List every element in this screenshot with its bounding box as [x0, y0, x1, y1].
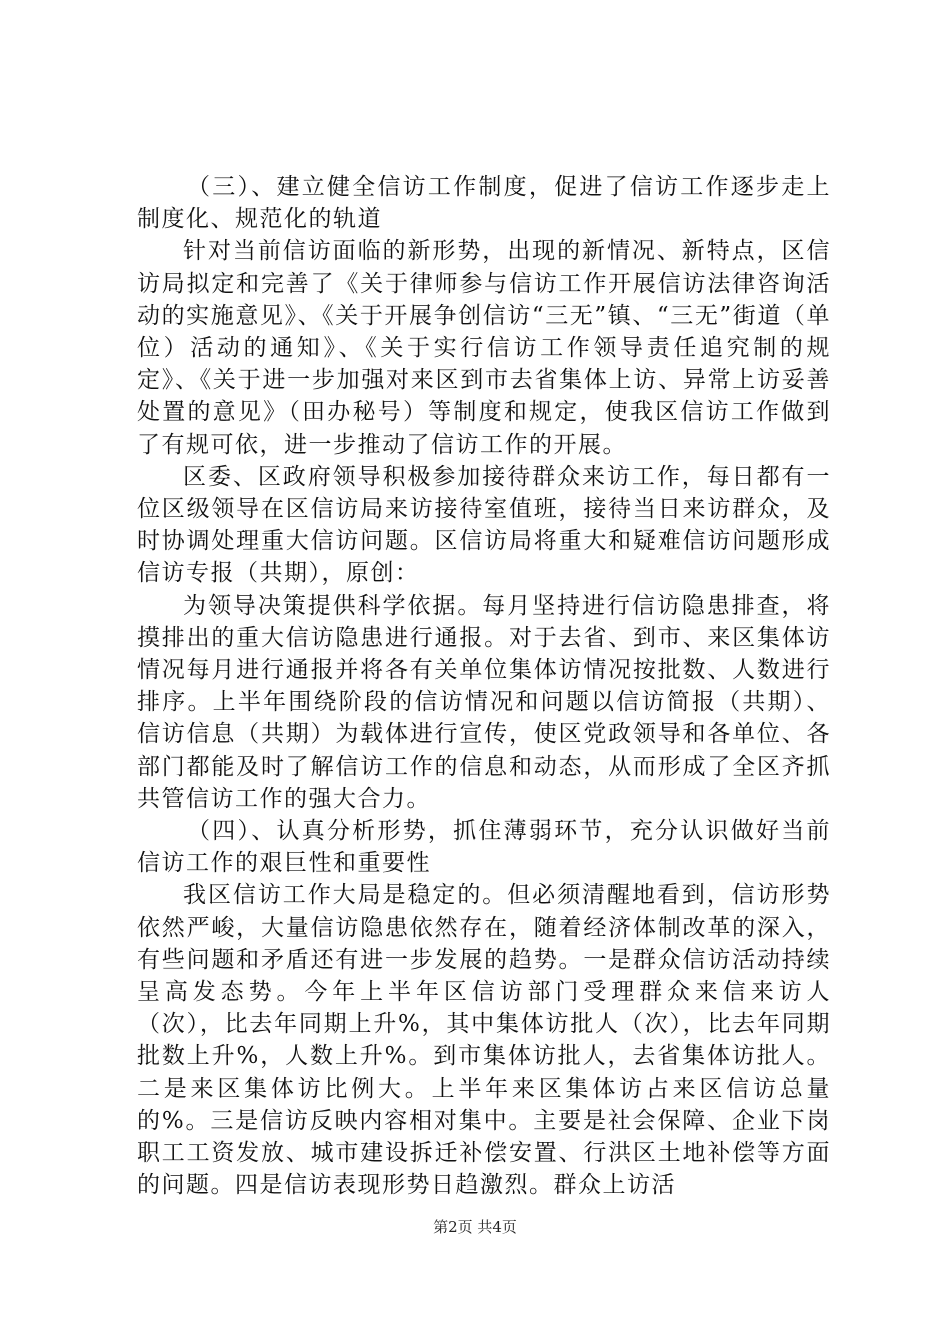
- section-heading-3: （三）、建立健全信访工作制度，促进了信访工作逐步走上制度化、规范化的轨道: [137, 174, 831, 233]
- paragraph: 我区信访工作大局是稳定的。但必须清醒地看到，信访形势依然严峻，大量信访隐患依然存在，随着经济体制改革的深入，有些问题和矛盾还有进一步发展的趋势。一是群众信访活动持续呈高发态势。今年上半年区信访部门受理群众来信来访人（次），比去年同期上升%，其中集体访批人（次），比去年同期批数上升%，人数上升%。到市集体访批人，去省集体访批人。二是来区集体访比例大。上半年来区集体访占来区信访总量的%。三是信访反映内容相对集中。主要是社会保障、企业下岗职工工资发放、城市建设拆迁补偿安置、行洪区土地补偿等方面的问题。四是信访表现形势日趋激烈。群众上访活: [137, 882, 831, 1199]
- paragraph: 针对当前信访面临的新形势，出现的新情况、新特点，区信访局拟定和完善了《关于律师参与信访工作开展信访法律咨询活动的实施意见》、《关于开展争创信访“三无”镇、“三无”街道（单位）活动的通知》、《关于实行信访工作领导责任追究制的规定》、《关于进一步加强对来区到市去省集体上访、异常上访妥善处置的意见》（田办秘号）等制度和规定，使我区信访工作做到了有规可依，进一步推动了信访工作的开展。: [137, 238, 831, 458]
- paragraph: 为领导决策提供科学依据。每月坚持进行信访隐患排查，将摸排出的重大信访隐患进行通报。对于去省、到市、来区集体访情况每月进行通报并将各有关单位集体访情况按批数、人数进行排序。上半年围绕阶段的信访情况和问题以信访简报（共期）、信访信息（共期）为载体进行宣传，使区党政领导和各单位、各部门都能及时了解信访工作的信息和动态，从而形成了全区齐抓共管信访工作的强大合力。: [137, 592, 831, 812]
- document-body: [137, 171, 831, 1202]
- page-footer: 第2页 共4页: [433, 1218, 517, 1236]
- section-heading-4: （四）、认真分析形势，抓住薄弱环节，充分认识做好当前信访工作的艰巨性和重要性: [137, 818, 831, 877]
- paragraph: 区委、区政府领导积极参加接待群众来访工作，每日都有一位区级领导在区信访局来访接待室值班，接待当日来访群众，及时协调处理重大信访问题。区信访局将重大和疑难信访问题形成信访专报（共期），原创：: [137, 463, 831, 587]
